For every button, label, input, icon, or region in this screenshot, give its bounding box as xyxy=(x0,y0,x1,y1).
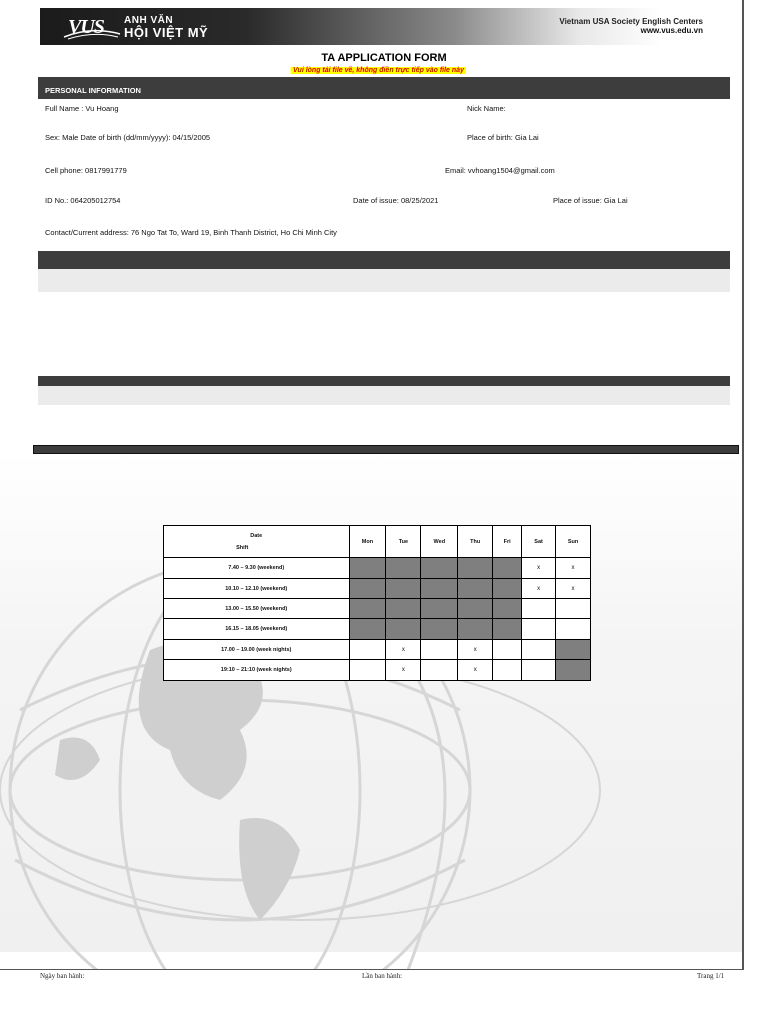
shift-label: 16.15 – 18.05 (weekend) xyxy=(164,619,350,640)
slot-cell-fri xyxy=(493,640,522,660)
sex-dob-field: Sex: Male Date of birth (dd/mm/yyyy): 04/15/2005 xyxy=(45,133,211,142)
place-of-birth-field: Place of birth: Gia Lai xyxy=(467,133,539,142)
schedule-corner-header xyxy=(164,526,350,558)
organization-url[interactable]: www.vus.edu.vn xyxy=(640,26,703,35)
shift-label: 19:10 – 21:10 (week nights) xyxy=(164,660,350,681)
logo-text-line2: HỘI VIỆT MỸ xyxy=(124,25,209,40)
slot-cell-fri xyxy=(493,579,522,599)
day-header-sun: Sun xyxy=(556,526,591,558)
logo-swoosh-icon xyxy=(62,28,122,40)
shift-label: 13.00 – 15.50 (weekend) xyxy=(164,599,350,619)
personal-info-section-label: PERSONAL INFORMATION xyxy=(45,86,141,95)
slot-cell-sun xyxy=(556,619,591,640)
header-date-label: Date xyxy=(250,532,263,539)
slot-cell-tue xyxy=(386,579,421,599)
form-title: TA APPLICATION FORM xyxy=(321,52,447,64)
slot-cell-fri xyxy=(493,599,522,619)
section-bar-3 xyxy=(38,376,730,386)
slot-cell-thu xyxy=(458,599,493,619)
shift-label: 10.10 – 12.10 (weekend) xyxy=(164,579,350,599)
header-shift-label: Shift xyxy=(236,544,249,551)
slot-cell-mon xyxy=(349,660,386,681)
section-band-3 xyxy=(38,386,730,405)
day-header-thu: Thu xyxy=(458,526,493,558)
place-of-issue-field: Place of issue: Gia Lai xyxy=(553,196,628,205)
slot-cell-sat xyxy=(522,660,556,681)
email-field: Email: vvhoang1504@gmail.com xyxy=(445,166,555,175)
header-banner xyxy=(40,8,730,45)
schedule-row xyxy=(164,558,591,579)
slot-cell-thu xyxy=(458,558,493,579)
footer-revision: Lần ban hành: xyxy=(362,972,403,980)
slot-cell-tue xyxy=(386,599,421,619)
slot-cell-sun: x xyxy=(556,579,591,599)
slot-cell-thu: x xyxy=(458,660,493,681)
form-note: Vui lòng tải file về, không điền trực tiếp vào file này xyxy=(293,67,464,74)
page-border-right xyxy=(742,0,744,970)
schedule-header-row xyxy=(164,526,591,558)
slot-cell-sat xyxy=(522,599,556,619)
shift-label: 17.00 – 19.00 (week nights) xyxy=(164,640,350,660)
slot-cell-fri xyxy=(493,660,522,681)
section-bar-4 xyxy=(33,445,739,454)
slot-cell-mon xyxy=(349,599,386,619)
schedule-row xyxy=(164,660,591,681)
personal-info-section-bar xyxy=(38,77,730,99)
availability-schedule-table xyxy=(163,525,591,681)
slot-cell-fri xyxy=(493,558,522,579)
footer-page-number: Trang 1/1 xyxy=(697,972,725,980)
day-header-wed: Wed xyxy=(421,526,458,558)
slot-cell-tue xyxy=(386,619,421,640)
date-of-issue-field: Date of issue: 08/25/2021 xyxy=(353,196,439,205)
slot-cell-mon xyxy=(349,640,386,660)
section-bar-2 xyxy=(38,251,730,269)
slot-cell-mon xyxy=(349,619,386,640)
slot-cell-sun xyxy=(556,660,591,681)
schedule-body xyxy=(164,558,591,681)
slot-cell-thu xyxy=(458,619,493,640)
slot-cell-tue xyxy=(386,558,421,579)
id-number-field: ID No.: 064205012754 xyxy=(45,196,121,205)
day-header-mon: Mon xyxy=(349,526,386,558)
slot-cell-wed xyxy=(421,599,458,619)
logo-text-line1: ANH VĂN xyxy=(124,15,174,26)
slot-cell-wed xyxy=(421,579,458,599)
schedule-row xyxy=(164,619,591,640)
slot-cell-mon xyxy=(349,558,386,579)
slot-cell-wed xyxy=(421,619,458,640)
slot-cell-sat: x xyxy=(522,579,556,599)
cell-phone-field: Cell phone: 0817991779 xyxy=(45,166,127,175)
day-header-sat: Sat xyxy=(522,526,556,558)
slot-cell-wed xyxy=(421,640,458,660)
slot-cell-wed xyxy=(421,558,458,579)
schedule-row xyxy=(164,579,591,599)
schedule-row xyxy=(164,599,591,619)
slot-cell-sat: x xyxy=(522,558,556,579)
schedule-row xyxy=(164,640,591,660)
slot-cell-thu: x xyxy=(458,640,493,660)
slot-cell-tue: x xyxy=(386,640,421,660)
slot-cell-sat xyxy=(522,619,556,640)
slot-cell-wed xyxy=(421,660,458,681)
slot-cell-mon xyxy=(349,579,386,599)
slot-cell-sat xyxy=(522,640,556,660)
full-name-field: Full Name : Vu Hoang xyxy=(45,104,119,113)
day-header-fri: Fri xyxy=(493,526,522,558)
footer-issue-date: Ngày ban hành: xyxy=(40,972,85,980)
day-header-tue: Tue xyxy=(386,526,421,558)
organization-name: Vietnam USA Society English Centers xyxy=(559,17,703,26)
vus-logo: VUS xyxy=(68,16,104,38)
section-band-2 xyxy=(38,269,730,292)
nick-name-field: Nick Name: xyxy=(467,104,506,113)
slot-cell-sun xyxy=(556,599,591,619)
address-field: Contact/Current address: 76 Ngo Tat To, Ward 19, Binh Thanh District, Ho Chi Minh City xyxy=(45,228,337,237)
slot-cell-sun: x xyxy=(556,558,591,579)
slot-cell-thu xyxy=(458,579,493,599)
slot-cell-fri xyxy=(493,619,522,640)
page-border-bottom xyxy=(0,969,744,970)
slot-cell-tue: x xyxy=(386,660,421,681)
slot-cell-sun xyxy=(556,640,591,660)
shift-label: 7.40 – 9.30 (weekend) xyxy=(164,558,350,579)
